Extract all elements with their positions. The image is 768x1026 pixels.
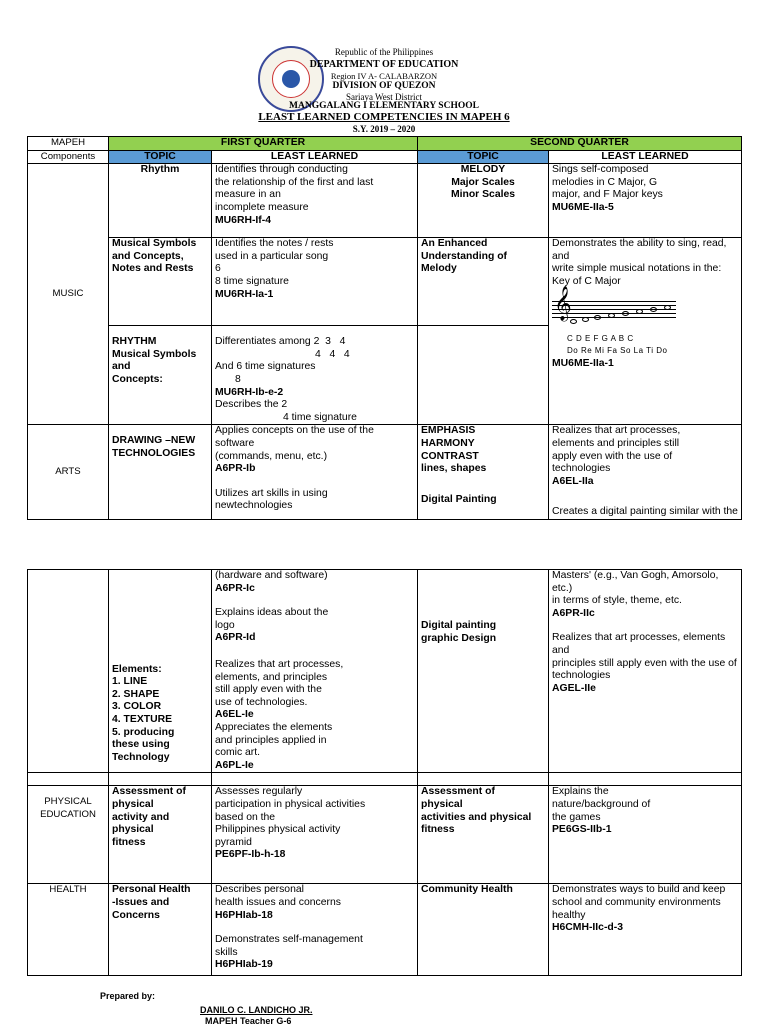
component-line: PHYSICAL [44,796,92,808]
spacer-cell [109,773,212,786]
spacer-cell [28,773,109,786]
ll-line: melodies in C Major, G [552,176,658,188]
ll-line: (commands, menu, etc.) [215,450,328,462]
arts-ll-4 [549,570,742,773]
header-republic: Republic of the Philippines [334,47,434,57]
least-learned-header-q2: LEAST LEARNED [549,150,742,164]
ll-line: based on the [215,811,276,823]
header-region: Region IV A- CALABARZON [330,71,438,81]
note-g [622,311,629,316]
topic-line: HARMONY [421,437,475,449]
note-e [594,315,601,320]
ll-line: Realizes that art processes, [215,658,344,670]
pe-ll-1 [212,786,418,884]
topic-line: 2. SHAPE [112,688,160,700]
arts-cont-component [28,570,109,773]
music-topic-rhythm-2 [109,326,212,425]
ll-line: school and community environments [552,896,721,908]
topic-line: 5. producing [112,726,175,738]
ll-line: Realizes that art processes, [552,425,681,437]
arts-topic-elements [109,570,212,773]
school-year: S.Y. 2019 – 2020 [352,124,416,134]
topic-line: Musical Symbols [112,238,197,250]
ll-line: 8 time signature [215,275,289,287]
ll-line: principles still apply even with the use of [552,657,737,669]
topic-line: Assessment of [112,786,186,798]
header-department: DEPARTMENT OF EDUCATION [309,59,459,70]
health-topic-1 [109,884,212,976]
ll-line: Identifies the notes / rests [215,238,334,250]
preparer-name: DANILO C. LANDICHO JR. [200,1005,313,1015]
topic-line: Digital painting [421,620,497,631]
topic-line: Assessment of [421,786,495,798]
ll-line: (hardware and software) [215,570,328,581]
music-topic-melody [418,164,549,238]
competency-code: AGEL-IIe [552,682,596,694]
health-ll-2 [549,884,742,976]
pe-topic-1 [109,786,212,884]
competency-code: PE6PF-Ib-h-18 [215,849,286,861]
first-quarter-header: FIRST QUARTER [109,137,418,151]
ll-line: and principles applied in [215,734,327,746]
health-topic-2: Community Health [418,884,549,976]
ll-line: elements and principles still [552,437,680,449]
competency-code: A6PR-Id [215,632,256,644]
arts-topic-emphasis [418,425,549,520]
topic-line: fitness [421,824,455,836]
competency-code: A6EL-IIa [552,475,594,487]
ll-line: major, and F Major keys [552,189,663,201]
ll-line: measure in an [215,189,281,201]
competency-table-page1 [27,136,742,520]
ll-line: pyramid [215,836,252,848]
ll-line: 8 [235,373,241,385]
competency-code: PE6GS-IIb-1 [552,824,612,836]
spacer-cell [549,773,742,786]
ll-line: newtechnologies [215,500,293,512]
ll-line: 4 4 4 [315,348,350,360]
topic-header-q2: TOPIC [418,150,549,164]
topic-line: DRAWING –NEW [112,435,196,447]
ll-line: Key of C Major [552,275,621,287]
ll-line: Appreciates the elements [215,721,333,733]
topic-line: Concerns [112,909,160,921]
music-topic-symbols [109,238,212,326]
topic-line: MELODY [460,164,506,176]
component-arts: ARTS [28,425,109,520]
ll-line: Applies concepts on the use of the [215,425,374,437]
spacer-cell [418,773,549,786]
ll-line: Explains the [552,786,609,798]
components-label: Components [28,150,109,164]
competency-code: MU6ME-IIa-1 [552,357,614,369]
ll-line: healthy [552,909,586,921]
topic-line: Understanding of [421,250,508,262]
topic-line: Personal Health [112,884,191,896]
ll-line: And 6 time signatures [215,361,316,373]
music-ll-2 [549,164,742,238]
note-c [570,319,577,324]
ll-line: Demonstrates self-management [215,934,363,946]
competency-code: H6CMH-IIc-d-3 [552,922,624,934]
topic-line: Notes and Rests [112,263,194,275]
topic-line: Major Scales [451,176,515,188]
ll-line: Realizes that art processes, elements and [552,632,726,656]
note-letters: C D E F G A B C [567,333,634,343]
ll-line: 4 time signature [283,411,357,423]
ll-line: incomplete measure [215,201,309,213]
topic-line: graphic Design [421,632,497,644]
topic-line: these using [112,739,170,751]
topic-line: fitness [112,836,146,848]
arts-topic-drawing [109,425,212,520]
topic-line: 4. TEXTURE [112,713,173,725]
topic-line: Melody [421,263,457,275]
note-c-high [664,305,671,310]
topic-line: 3. COLOR [112,701,162,713]
least-learned-header-q1: LEAST LEARNED [212,150,418,164]
arts-ll-2 [549,425,742,520]
topic-line: lines, shapes [421,463,487,475]
health-ll-1 [212,884,418,976]
competency-code: MU6RH-If-4 [215,214,271,226]
note-b [650,307,657,312]
topic-line: Concepts: [112,373,163,385]
ll-line: Explains ideas about the [215,607,329,619]
second-quarter-header: SECOND QUARTER [418,137,742,151]
music-topic-enhanced [418,238,549,326]
component-line: EDUCATION [40,808,96,820]
ll-line: write simple musical notations in the: [552,263,722,275]
competency-code: A6PR-Ic [215,582,255,594]
topic-line: Elements: [112,663,162,675]
ll-line: use of technologies. [215,696,308,708]
page-title: LEAST LEARNED COMPETENCIES IN MAPEH 6 [258,111,510,123]
header-school: MANGGALANG I ELEMENTARY SCHOOL [289,101,479,111]
ll-line: Philippines physical activity [215,824,341,836]
ll-line: Describes the 2 [215,399,288,411]
music-ll-4 [549,238,742,425]
component-pe [28,786,109,884]
note-a [636,309,643,314]
mapeh-label: MAPEH [28,137,109,151]
ll-line: Demonstrates ways to build and keep [552,884,726,896]
prepared-by-label: Prepared by: [100,991,156,1001]
component-music: MUSIC [28,164,109,425]
c-major-staff [552,285,682,333]
ll-line: technologies [552,670,611,682]
topic-line: physical [112,824,154,836]
ll-line: in terms of style, theme, etc. [552,595,682,607]
ll-line: used in a particular song [215,250,329,262]
ll-line: apply even with the use of [552,450,673,462]
header-division: DIVISION OF QUEZON [332,81,436,91]
treble-clef-icon: 𝄞 [554,285,572,321]
competency-code: A6EL-Ie [215,709,254,721]
ll-line: 6 [215,263,221,275]
ll-line: comic art. [215,747,261,759]
topic-header-q1: TOPIC [109,150,212,164]
music-topic-rhythm: Rhythm [109,164,212,238]
topic-line: and Concepts, [112,250,184,262]
ll-line: the relationship of the first and last [215,176,374,188]
music-topic-empty [418,326,549,425]
ll-line: the games [552,811,601,823]
music-ll-3 [212,238,418,326]
solfa-syllables: Do Re Mi Fa So La Ti Do [567,346,668,356]
ll-line: Describes personal [215,884,304,896]
note-f [608,313,615,318]
topic-line: RHYTHM [112,336,157,348]
ll-line: Differentiates among 2 3 4 [215,336,346,348]
topic-line: TECHNOLOGIES [112,447,196,459]
topic-line: physical [421,798,463,810]
topic-line: An Enhanced [421,238,488,250]
music-ll-5 [212,326,418,425]
ll-line: Creates a digital painting similar with the [552,506,738,518]
competency-code: H6PHIab-18 [215,909,273,921]
ll-line: Demonstrates the ability to sing, read, and [552,238,727,262]
pe-ll-2 [549,786,742,884]
competency-code: A6PR-Ib [215,463,256,475]
pe-topic-2 [418,786,549,884]
topic-line: Digital Painting [421,493,497,505]
ll-line: health issues and concerns [215,896,341,908]
topic-line: physical [112,798,154,810]
competency-table-page2 [27,569,742,976]
topic-line: and [112,361,131,373]
ll-line: Sings self-composed [552,164,649,176]
ll-line: still apply even with the [215,684,322,696]
arts-ll-1 [212,425,418,520]
ll-line: elements, and principles [215,671,328,683]
competency-code: MU6ME-IIa-5 [552,201,614,213]
competency-code: MU6RH-Ib-e-2 [215,386,284,398]
ll-line: technologies [552,463,611,475]
preparer-position: MAPEH Teacher G-6 [205,1016,292,1026]
ll-line: Utilizes art skills in using [215,487,328,499]
topic-line: CONTRAST [421,450,479,462]
competency-code: H6PHIab-19 [215,959,273,971]
arts-ll-3 [212,570,418,773]
competency-code: MU6RH-Ia-1 [215,288,274,300]
topic-line: -Issues and [112,896,170,908]
header-district: Sariaya West District [345,92,423,102]
ll-line: logo [215,619,235,631]
ll-line: software [215,437,255,449]
spacer-cell [212,773,418,786]
ll-line: Identifies through conducting [215,164,348,176]
ll-line: participation in physical activities [215,798,366,810]
competency-code: A6PR-IIc [552,607,595,619]
topic-line: 1. LINE [112,676,148,688]
component-health: HEALTH [28,884,109,976]
topic-line: Musical Symbols [112,348,197,360]
ll-line: Assesses regularly [215,786,303,798]
ll-line: nature/background of [552,798,651,810]
competency-code: A6PL-Ie [215,759,254,771]
note-d [582,317,589,322]
arts-topic-digital [418,570,549,773]
ll-line: skills [215,946,238,958]
topic-line: EMPHASIS [421,425,476,437]
topic-line: Minor Scales [450,189,516,201]
ll-line: Masters' (e.g., Van Gogh, Amorsolo, etc.) [552,570,719,594]
topic-line: Technology [112,751,170,763]
topic-line: activity and [112,811,170,823]
music-ll-1 [212,164,418,238]
topic-line: activities and physical [421,811,532,823]
